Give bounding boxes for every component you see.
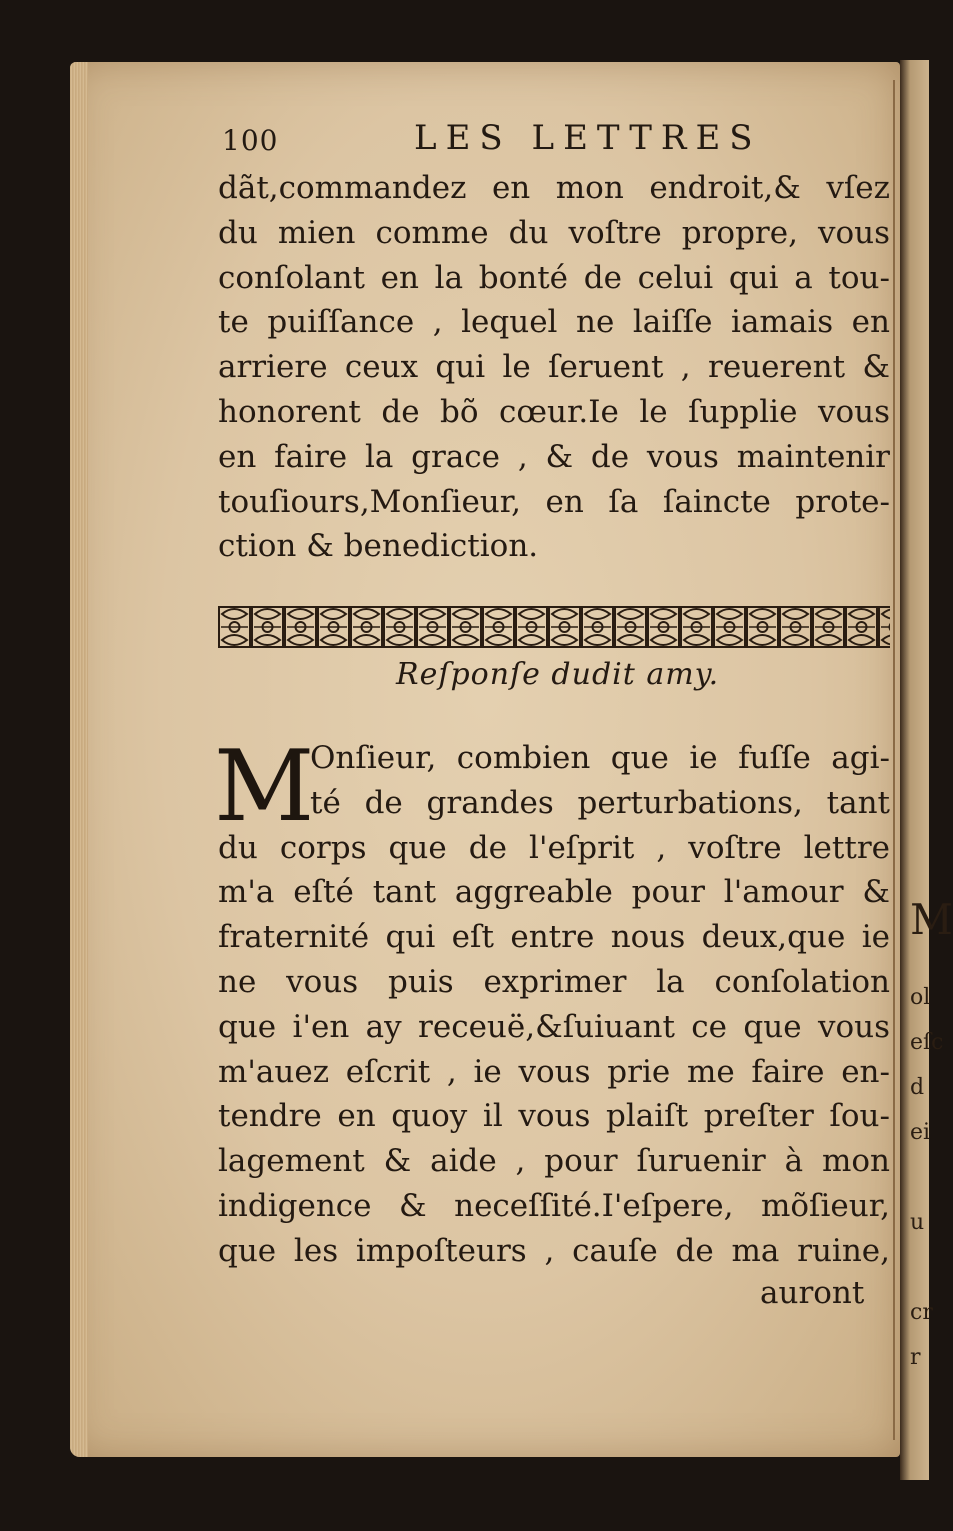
text-line: m'a eſté tant aggreable pour l'amour & <box>218 874 890 911</box>
adjacent-page-edge <box>900 60 953 1480</box>
reply-letter-body <box>218 736 890 1274</box>
adjacent-fragment: d <box>910 1075 925 1100</box>
adjacent-fragment: M <box>910 895 953 944</box>
text-line: ction & benediction. <box>218 528 539 565</box>
text-line: touſiours,Monſieur, en ſa ſaincte prote- <box>218 483 890 520</box>
adjacent-fragment: r <box>910 1345 921 1370</box>
text-line: conſolant en la bonté de celui qui a tou- <box>218 259 890 296</box>
text-line: dãt,commandez en mon endroit,& vſez <box>218 170 890 206</box>
gutter-line <box>893 80 895 1440</box>
ornamental-divider <box>218 604 890 650</box>
adjacent-fragment: eſc <box>910 1030 944 1055</box>
text-line: ne vous puis exprimer la conſolation <box>218 963 890 1000</box>
adjacent-fragment: ei <box>910 1120 931 1145</box>
text-line: Onſieur, combien que ie fuſſe agi- <box>310 740 890 776</box>
text-line: en faire la grace , & de vous maintenir <box>218 438 890 475</box>
text-line: indigence & neceſſité.I'eſpere, mõſieur, <box>218 1187 890 1224</box>
catchword: auront <box>760 1275 865 1311</box>
text-line: arriere ceux qui le ſeruent , reuerent & <box>218 349 890 386</box>
text-line: que les impoſteurs , cauſe de ma ruine, <box>218 1232 890 1269</box>
previous-letter-ending <box>218 166 890 569</box>
drop-cap: M <box>214 730 315 844</box>
text-line: tendre en quoy il vous plaiſt preſter ſou- <box>218 1098 890 1135</box>
page-number: 100 <box>222 124 279 157</box>
adjacent-fragment: u <box>910 1210 925 1235</box>
running-title: LES LETTRES <box>414 118 762 158</box>
adjacent-fragment: ol <box>910 985 931 1010</box>
text-line: lagement & aide , pour ſuruenir à mon <box>218 1143 890 1180</box>
text-line: fraternité qui eſt entre nous deux,que ie <box>218 919 890 956</box>
section-heading: Reſponſe dudit amy. <box>396 657 720 692</box>
text-line: honorent de bõ cœur.Ie le ſupplie vous <box>218 393 890 430</box>
adjacent-fragment: cr <box>910 1300 933 1325</box>
page-edge-stack <box>70 62 88 1457</box>
text-line: m'auez eſcrit , ie vous prie me faire en- <box>218 1053 890 1090</box>
page-header <box>222 118 782 168</box>
text-line: te puiſſance , lequel ne laiſſe iamais en <box>218 304 890 341</box>
text-line: du corps que de l'eſprit , voſtre lettre <box>218 829 890 866</box>
text-line: du mien comme du voſtre propre, vous <box>218 214 890 251</box>
text-line: que i'en ay receuë,&ſuiuant ce que vous <box>218 1008 890 1045</box>
text-line: té de grandes perturbations, tant <box>310 784 890 821</box>
